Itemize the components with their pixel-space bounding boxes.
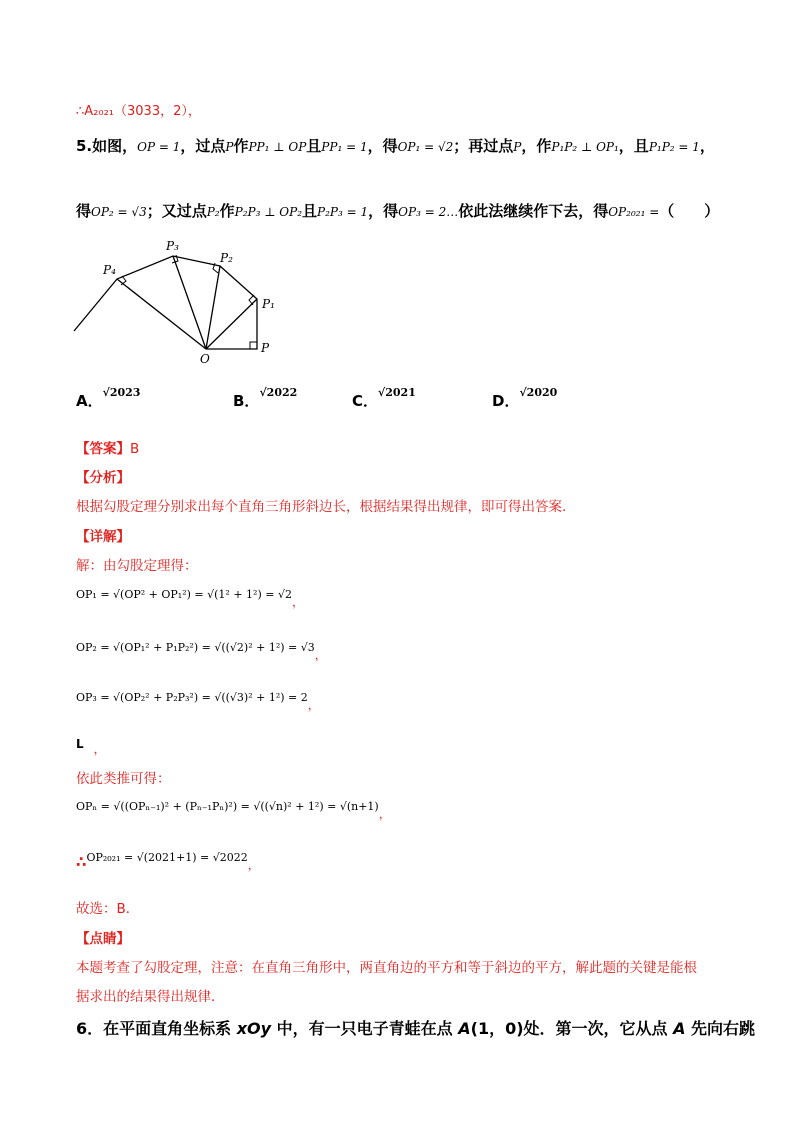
option-letter: A． xyxy=(76,392,103,410)
label-p1: P₁ xyxy=(262,297,275,311)
q5-math: PP₁ = 1 xyxy=(321,140,368,154)
equation-comma: ， xyxy=(291,595,304,609)
q5-text: 得 xyxy=(76,202,92,220)
q5-math: P₂ xyxy=(206,205,220,219)
equation-text: OP₁ = √(OP² + OP₁²) = √(1² + 1²) = √2 xyxy=(76,588,292,601)
q5-text: ，作 xyxy=(521,137,552,155)
option-c[interactable] xyxy=(352,386,416,411)
comment-line-1: 本题考查了勾股定理，注意：在直角三角形中，两直角边的平方和等于斜边的平方，解此题的关键是能根 xyxy=(76,960,697,976)
answer-value: B xyxy=(130,441,140,457)
q5-math: P xyxy=(513,140,522,154)
q5-text: 5.如图， xyxy=(76,137,138,155)
previous-answer: ∴A₂₀₂₁（3033，2）， xyxy=(76,104,201,119)
segment-op3 xyxy=(173,256,206,349)
q5-math: P₁P₂ ⊥ OP₁ xyxy=(551,140,619,154)
q5-text: ， xyxy=(699,137,715,155)
q5-math: PP₁ ⊥ OP xyxy=(248,140,307,154)
answer-line xyxy=(76,437,139,457)
detail-intro: 解：由勾股定理得： xyxy=(76,558,198,574)
label-p3: P₃ xyxy=(166,239,179,253)
option-letter: D． xyxy=(492,392,520,410)
q6-math: A xyxy=(673,1019,686,1038)
q5-math: OP₃ = 2… xyxy=(398,205,459,219)
equation-4 xyxy=(76,795,391,821)
q5-text: 依此法继续作下去，得 xyxy=(458,202,609,220)
choose-text: 故选：B． xyxy=(76,901,140,917)
ellipsis-line xyxy=(76,733,106,756)
q5-text: （ ） xyxy=(659,202,720,220)
geometry-figure xyxy=(70,236,300,366)
q5-math: P₂P₃ = 1 xyxy=(317,205,369,219)
question-6-line-1 xyxy=(76,1016,755,1039)
q6-math: xOy xyxy=(236,1019,272,1038)
q5-math: P xyxy=(225,140,234,154)
option-d[interactable] xyxy=(492,386,558,411)
equation-comma: ， xyxy=(307,698,320,712)
q5-text: 作 xyxy=(219,202,235,220)
equation-text: OPₙ = √((OPₙ₋₁)² + (Pₙ₋₁Pₙ)²) = √((√n)² + 1²) = √(n+1) xyxy=(76,800,379,813)
q5-text: ，得 xyxy=(367,137,398,155)
ellipsis-mark: L xyxy=(76,737,84,751)
equation-comma: ， xyxy=(247,858,260,872)
option-value: √2020 xyxy=(519,386,558,399)
q5-text: ；再过点 xyxy=(453,137,514,155)
equation-1 xyxy=(76,583,304,609)
label-p: P xyxy=(261,341,270,355)
q6-text: (1，0)处．第一次，它从点 xyxy=(470,1019,674,1038)
q5-text: 且 xyxy=(306,137,322,155)
option-letter: B． xyxy=(233,392,260,410)
equation-comma: ， xyxy=(314,648,327,662)
right-angle-mark xyxy=(250,342,257,349)
detail-label: 【详解】 xyxy=(76,529,130,545)
q6-text: 6．在平面直角坐标系 xyxy=(76,1019,237,1038)
label-p2: P₂ xyxy=(220,251,233,265)
segment-op4 xyxy=(117,279,206,349)
q5-text: 且 xyxy=(302,202,318,220)
q5-text: ，过点 xyxy=(180,137,226,155)
q5-math: OP₁ = √2 xyxy=(397,140,454,154)
q5-math: OP₂ = √3 xyxy=(91,205,147,219)
q6-text: 先向右跳 xyxy=(685,1019,756,1038)
option-b[interactable] xyxy=(233,386,298,411)
comment-label: 【点睛】 xyxy=(76,931,130,947)
option-value: √2022 xyxy=(259,386,298,399)
equation-2 xyxy=(76,636,327,662)
question-5-line-2 xyxy=(76,200,719,221)
equation-3 xyxy=(76,686,320,712)
q5-text: 作 xyxy=(233,137,249,155)
label-p4: P₄ xyxy=(103,263,116,277)
option-value: √2021 xyxy=(378,386,416,399)
q5-text: ，且 xyxy=(618,137,649,155)
therefore-symbol: ∴ xyxy=(76,853,87,871)
q5-text: ，得 xyxy=(368,202,399,220)
equation-text: OP₃ = √(OP₂² + P₂P₃²) = √((√3)² + 1²) = 2 xyxy=(76,691,308,704)
option-value: √2023 xyxy=(102,386,141,399)
equation-5 xyxy=(76,846,260,872)
analysis-label: 【分析】 xyxy=(76,470,130,486)
equation-text: OP₂ = √(OP₁² + P₁P₂²) = √((√2)² + 1²) = √3 xyxy=(76,641,315,654)
equation-comma: ， xyxy=(378,807,391,821)
label-o: O xyxy=(200,352,210,366)
ellipsis-comma: ， xyxy=(93,742,106,756)
option-a[interactable] xyxy=(76,386,141,411)
q5-math: OP = 1 xyxy=(137,140,181,154)
spiral-outline xyxy=(74,256,257,349)
comment-line-2: 据求出的结果得出规律． xyxy=(76,989,225,1005)
q6-math: A xyxy=(458,1019,471,1038)
option-letter: C． xyxy=(352,392,379,410)
q5-math: P₁P₂ = 1 xyxy=(648,140,700,154)
q5-math: OP₂₀₂₁ = xyxy=(608,205,660,219)
equation-text: OP₂₀₂₁ = √(2021+1) = √2022 xyxy=(86,851,248,864)
q6-text: 中，有一只电子青蛙在点 xyxy=(271,1019,459,1038)
question-5-line-1 xyxy=(76,135,715,156)
q5-math: P₂P₃ ⊥ OP₂ xyxy=(234,205,303,219)
answer-label: 【答案】 xyxy=(76,441,130,457)
analysis-text: 根据勾股定理分别求出每个直角三角形斜边长，根据结果得出规律，即可得出答案. xyxy=(76,499,567,515)
infer-text: 依此类推可得： xyxy=(76,771,171,787)
q5-text: ；又过点 xyxy=(146,202,207,220)
